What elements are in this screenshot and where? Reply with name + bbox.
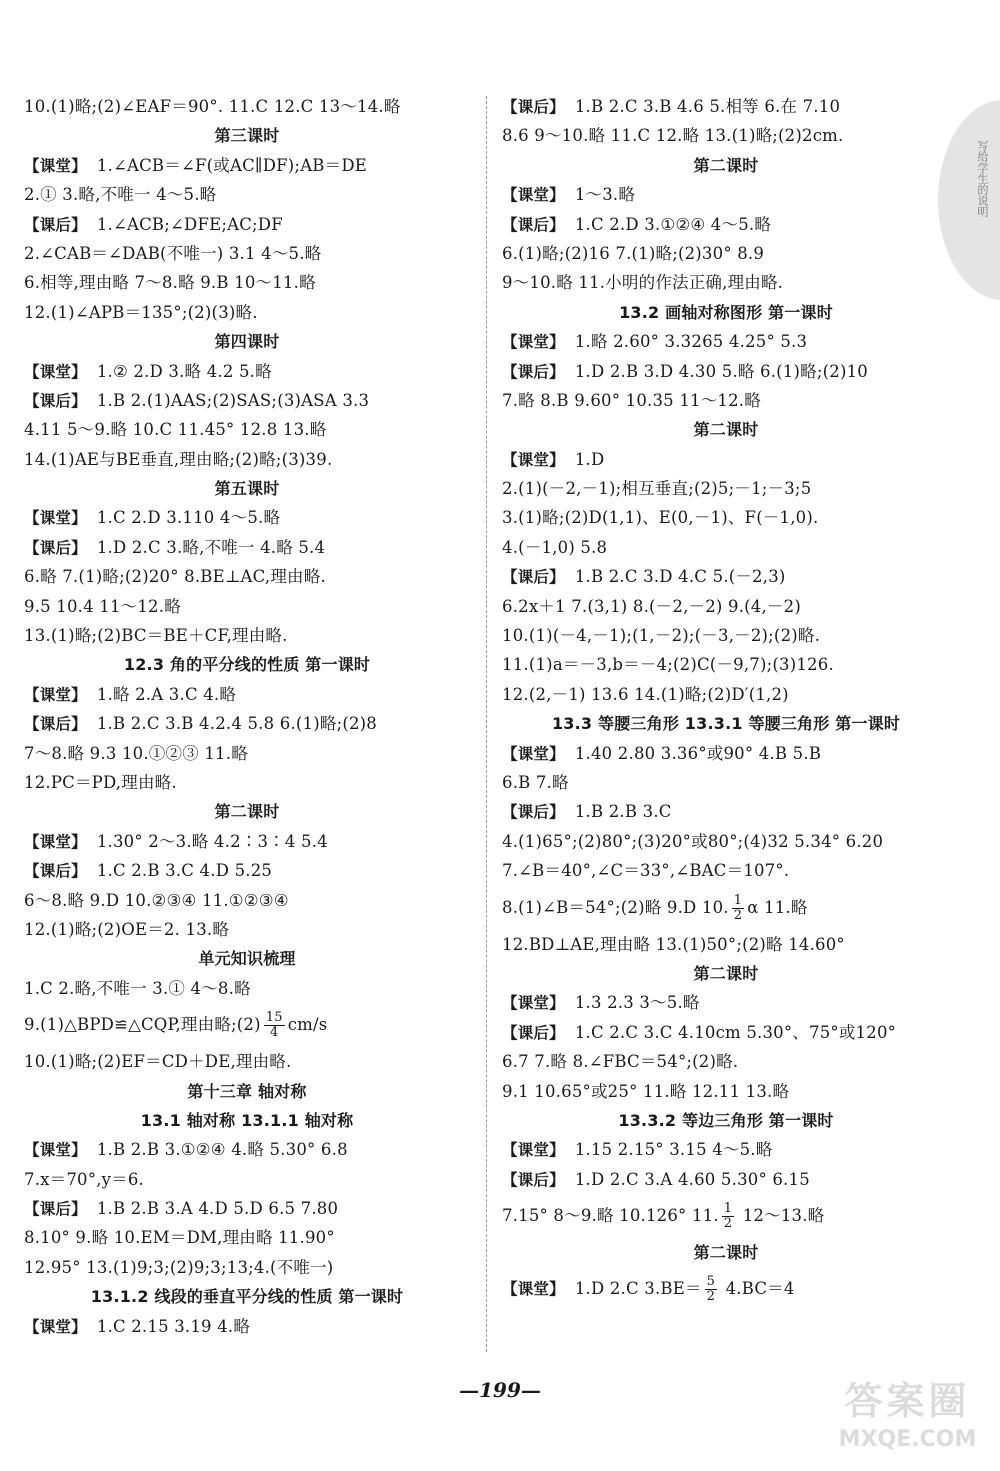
answer-line — [24, 239, 470, 268]
answer-text: 10.(1)略;(2)EF＝CD＋DE,理由略. — [24, 1052, 292, 1072]
answer-text: 7.15° 8～9.略 10.126° 11. — [502, 1206, 719, 1226]
answer-text: 1.D 2.C 3.略,不唯一 4.略 5.4 — [96, 537, 326, 557]
answer-text: 12.95° 13.(1)9;3;(2)9;3;13;4.(不唯一) — [24, 1257, 334, 1277]
answer-text-after: cm/s — [287, 1015, 328, 1035]
answer-text: 1.C 2.略,不唯一 3.① 4～8.略 — [24, 978, 251, 998]
answer-text-after: 4.BC＝4 — [720, 1279, 795, 1299]
answer-text: 12.(1)略;(2)OE＝2. 13.略 — [24, 919, 230, 939]
answer-line — [502, 121, 950, 150]
answer-text: 12.BD⊥AE,理由略 13.(1)50°;(2)略 14.60° — [502, 934, 845, 954]
answer-text: 1.C 2.B 3.C 4.D 5.25 — [96, 861, 273, 881]
answer-line — [24, 268, 470, 297]
answer-line — [24, 1253, 470, 1282]
answer-line — [24, 298, 470, 327]
section-tag: 【课堂】 — [502, 333, 565, 352]
answer-line — [502, 739, 950, 768]
answer-line — [502, 474, 950, 503]
answer-text: 第十三章 轴对称 — [187, 1081, 307, 1101]
fraction-numerator: 1 — [733, 892, 743, 908]
answer-line — [24, 680, 470, 709]
answer-line — [502, 357, 950, 386]
answer-text: 6.B 7.略 — [502, 772, 569, 792]
answer-text: 第二课时 — [693, 1243, 759, 1263]
answer-line — [24, 621, 470, 650]
answer-line — [24, 915, 470, 944]
fraction — [722, 1202, 734, 1231]
answer-text: 1.C 2.C 3.C 4.10cm 5.30°、75°或120° — [574, 1022, 897, 1042]
answer-text: 1.C 2.15 3.19 4.略 — [96, 1316, 251, 1336]
section-heading — [24, 944, 470, 973]
answer-text: 第二课时 — [693, 963, 759, 983]
section-heading — [24, 474, 470, 503]
answer-text: 11.(1)a＝－3,b＝－4;(2)C(－9,7);(3)126. — [502, 655, 834, 675]
section-tag: 【课后】 — [502, 568, 565, 587]
answer-line — [502, 1135, 950, 1164]
section-tag: 【课后】 — [24, 215, 87, 234]
answer-line — [24, 415, 470, 444]
answer-line — [24, 1047, 470, 1076]
answer-text: 1.B 2.C 3.D 4.C 5.(－2,3) — [574, 567, 786, 587]
answer-text: 1.B 2.C 3.B 4.2.4 5.8 6.(1)略;(2)8 — [96, 714, 378, 734]
answer-line — [24, 445, 470, 474]
section-tag: 【课后】 — [502, 1170, 565, 1189]
answer-line — [502, 680, 950, 709]
section-tag: 【课后】 — [502, 362, 565, 381]
answer-line — [24, 92, 470, 121]
watermark-text-cn: 答案圈 — [844, 1379, 971, 1423]
answer-line — [502, 562, 950, 591]
answer-column-left — [24, 92, 470, 1341]
section-tag: 【课堂】 — [24, 1317, 87, 1336]
answer-text: 4.(1)65°;(2)80°;(3)20°或80°;(4)32 5.34° 6.20 — [502, 831, 884, 851]
answer-text: 7.x＝70°,y＝6. — [24, 1169, 145, 1189]
section-tag: 【课后】 — [24, 391, 87, 410]
answer-text: 1.D — [574, 449, 605, 469]
answer-line — [502, 1194, 950, 1238]
section-tag: 【课后】 — [24, 715, 87, 734]
answer-text: 1.B 2.(1)AAS;(2)SAS;(3)ASA 3.3 — [96, 390, 370, 410]
answer-line — [502, 327, 950, 356]
section-heading — [502, 959, 950, 988]
section-tag: 【课后】 — [24, 1200, 87, 1219]
answer-text: 12.(2,－1) 13.6 14.(1)略;(2)D′(1,2) — [502, 684, 789, 704]
answer-text: 第三课时 — [214, 126, 280, 146]
section-tag: 【课后】 — [502, 1023, 565, 1042]
answer-text: 1.D 2.B 3.D 4.30 5.略 6.(1)略;(2)10 — [574, 361, 868, 381]
answer-text: 第五课时 — [214, 479, 280, 499]
answer-line — [24, 886, 470, 915]
section-tag: 【课后】 — [502, 215, 565, 234]
section-heading — [24, 1106, 470, 1135]
fraction-numerator: 5 — [706, 1274, 716, 1290]
section-heading — [24, 121, 470, 150]
answer-text: 8.10° 9.略 10.EM＝DM,理由略 11.90° — [24, 1228, 335, 1248]
section-tag: 【课堂】 — [24, 509, 87, 528]
answer-text: 3.(1)略;(2)D(1,1)、E(0,－1)、F(－1,0). — [502, 508, 819, 528]
answer-line — [502, 621, 950, 650]
answer-line — [502, 1077, 950, 1106]
answer-text: 9.(1)△BPD≌△CQP,理由略;(2) — [24, 1015, 261, 1035]
answer-text: 13.3 等腰三角形 13.3.1 等腰三角形 第一课时 — [551, 714, 901, 734]
answer-text: 7～8.略 9.3 10.①②③ 11.略 — [24, 743, 248, 763]
answer-line — [502, 930, 950, 959]
answer-line — [502, 180, 950, 209]
section-heading — [24, 797, 470, 826]
section-tag: 【课后】 — [502, 98, 565, 116]
answer-line — [502, 856, 950, 885]
section-heading — [502, 151, 950, 180]
answer-line — [24, 1003, 470, 1047]
answer-line — [502, 445, 950, 474]
section-tag: 【课堂】 — [24, 832, 87, 851]
fraction-denominator: 2 — [706, 1289, 716, 1305]
answer-line — [502, 886, 950, 930]
answer-text-after: 12～13.略 — [737, 1206, 825, 1226]
watermark-logo — [820, 1375, 995, 1465]
answer-text: 7.略 8.B 9.60° 10.35 11～12.略 — [502, 390, 761, 410]
answer-text: 13.1.2 线段的垂直平分线的性质 第一课时 — [90, 1287, 404, 1307]
answer-text: 1.B 2.C 3.B 4.6 5.相等 6.在 7.10 — [574, 97, 841, 116]
answer-text: 第二课时 — [214, 802, 280, 822]
answer-text: 2.(1)(－2,－1);相互垂直;(2)5;－1;－3;5 — [502, 479, 812, 499]
answer-text: 1.D 2.C 3.BE＝ — [574, 1279, 702, 1299]
answer-text: 1.B 2.B 3.C — [574, 802, 672, 822]
answer-line — [24, 386, 470, 415]
answer-column-right — [502, 92, 950, 1311]
answer-text: 9.5 10.4 11～12.略 — [24, 596, 181, 616]
answer-line — [502, 797, 950, 826]
answer-text: 1.略 2.A 3.C 4.略 — [96, 684, 237, 704]
answer-text: 12.3 角的平分线的性质 第一课时 — [123, 655, 371, 675]
section-heading — [24, 650, 470, 679]
answer-text: 10.(1)略;(2)∠EAF＝90°. 11.C 12.C 13～14.略 — [24, 97, 401, 116]
answer-line — [24, 1135, 470, 1164]
answer-text: 13.(1)略;(2)BC＝BE＋CF,理由略. — [24, 626, 288, 646]
answer-text: 1.C 2.D 3.①②④ 4～5.略 — [574, 214, 772, 234]
section-tag: 【课堂】 — [502, 186, 565, 205]
answer-text: 13.2 画轴对称图形 第一课时 — [619, 302, 833, 322]
fraction-numerator: 1 — [723, 1201, 733, 1217]
answer-line — [502, 210, 950, 239]
answer-text: 8.(1)∠B＝54°;(2)略 9.D 10. — [502, 897, 729, 917]
answer-text: 10.(1)(－4,－1);(1,－2);(－3,－2);(2)略. — [502, 626, 821, 646]
section-tag: 【课堂】 — [502, 1280, 565, 1299]
answer-line — [24, 533, 470, 562]
answer-text: 1.∠ACB＝∠F(或AC∥DF);AB＝DE — [96, 155, 368, 175]
answer-text-after: α 11.略 — [747, 897, 808, 917]
answer-text: 4.11 5～9.略 10.C 11.45° 12.8 13.略 — [24, 420, 327, 440]
answer-text: 13.3.2 等边三角形 第一课时 — [618, 1110, 834, 1130]
answer-text: 6.相等,理由略 7～8.略 9.B 10～11.略 — [24, 273, 316, 293]
answer-line — [24, 1165, 470, 1194]
answer-text: 1.D 2.C 3.A 4.60 5.30° 6.15 — [574, 1169, 810, 1189]
answer-text: 1.30° 2～3.略 4.2∶3∶4 5.4 — [96, 831, 328, 851]
answer-text: 1.∠ACB;∠DFE;AC;DF — [96, 214, 283, 234]
answer-text: 第二课时 — [693, 155, 759, 175]
answer-text: 1.15 2.15° 3.15 4～5.略 — [574, 1140, 773, 1160]
answer-line — [24, 503, 470, 532]
section-tag: 【课堂】 — [24, 685, 87, 704]
answer-line — [502, 239, 950, 268]
answer-text: 12.PC＝PD,理由略. — [24, 772, 177, 792]
section-heading — [24, 1077, 470, 1106]
answer-text: 第四课时 — [214, 332, 280, 352]
answer-text: 7.∠B＝40°,∠C＝33°,∠BAC＝107°. — [502, 861, 790, 881]
answer-line — [24, 592, 470, 621]
watermark-text-en: MXQE.COM — [838, 1427, 977, 1452]
answer-text: 1～3.略 — [574, 185, 636, 205]
seal-text: 写给学生的说明 — [976, 140, 989, 217]
answer-line — [24, 210, 470, 239]
section-tag: 【课堂】 — [24, 362, 87, 381]
section-tag: 【课堂】 — [502, 744, 565, 763]
page-number: —199— — [459, 1378, 541, 1402]
answer-text: 1.B 2.B 3.①②④ 4.略 5.30° 6.8 — [96, 1140, 348, 1160]
answer-text: 1.C 2.D 3.110 4～5.略 — [96, 508, 281, 528]
answer-text: 6.略 7.(1)略;(2)20° 8.BE⊥AC,理由略. — [24, 567, 326, 587]
section-tag: 【课后】 — [502, 803, 565, 822]
answer-line — [24, 709, 470, 738]
answer-line — [502, 650, 950, 679]
section-tag: 【课后】 — [24, 862, 87, 881]
answer-line — [502, 92, 950, 121]
answer-text: 9.1 10.65°或25° 11.略 12.11 13.略 — [502, 1081, 790, 1101]
section-heading — [24, 1282, 470, 1311]
section-heading — [502, 298, 950, 327]
answer-text: 6.7 7.略 8.∠FBC＝54°;(2)略. — [502, 1052, 739, 1072]
answer-text: 1.② 2.D 3.略 4.2 5.略 — [96, 361, 272, 381]
fraction — [705, 1275, 717, 1304]
answer-line — [502, 592, 950, 621]
answer-text: 2.① 3.略,不唯一 4～5.略 — [24, 185, 217, 205]
answer-line — [24, 180, 470, 209]
fraction-denominator: 2 — [733, 907, 743, 923]
section-heading — [502, 1238, 950, 1267]
section-tag: 【课堂】 — [24, 156, 87, 175]
answer-line — [24, 827, 470, 856]
answer-line — [502, 503, 950, 532]
fraction-denominator: 2 — [723, 1216, 733, 1232]
answer-line — [502, 768, 950, 797]
answer-text: 2.∠CAB＝∠DAB(不唯一) 3.1 4～5.略 — [24, 243, 322, 263]
answer-text: 1.40 2.80 3.36°或90° 4.B 5.B — [574, 743, 822, 763]
answer-text: 8.6 9～10.略 11.C 12.略 13.(1)略;(2)2cm. — [502, 126, 844, 146]
answer-text: 6.2x＋1 7.(3,1) 8.(－2,－2) 9.(4,－2) — [502, 596, 801, 616]
answer-line — [502, 386, 950, 415]
answer-line — [502, 1047, 950, 1076]
section-tag: 【课堂】 — [502, 450, 565, 469]
answer-text: 6～8.略 9.D 10.②③④ 11.①②③④ — [24, 890, 289, 910]
answer-line — [502, 1165, 950, 1194]
fraction-denominator: 4 — [270, 1025, 279, 1041]
answer-text: 单元知识梳理 — [198, 949, 296, 969]
answer-text: 第二课时 — [693, 420, 759, 440]
fraction — [264, 1011, 285, 1040]
section-heading — [502, 709, 950, 738]
section-tag: 【课堂】 — [502, 994, 565, 1013]
answer-text: 1.略 2.60° 3.3265 4.25° 5.3 — [574, 332, 808, 352]
section-tag: 【课堂】 — [502, 1141, 565, 1160]
answer-line — [24, 1312, 470, 1341]
answer-line — [24, 1194, 470, 1223]
answer-line — [24, 974, 470, 1003]
section-heading — [502, 1106, 950, 1135]
answer-text: 12.(1)∠APB＝135°;(2)(3)略. — [24, 302, 258, 322]
section-tag: 【课堂】 — [24, 1141, 87, 1160]
answer-line — [24, 856, 470, 885]
answer-text: 4.(－1,0) 5.8 — [502, 537, 608, 557]
answer-text: 9～10.略 11.小明的作法正确,理由略. — [502, 273, 784, 293]
answer-line — [502, 268, 950, 297]
answer-line — [24, 562, 470, 591]
answer-line — [502, 988, 950, 1017]
answer-line — [502, 827, 950, 856]
fraction — [732, 894, 744, 923]
section-heading — [24, 327, 470, 356]
answer-line — [502, 1267, 950, 1311]
answer-line — [24, 151, 470, 180]
answer-line — [24, 739, 470, 768]
fraction-numerator: 15 — [265, 1010, 283, 1026]
answer-line — [502, 1018, 950, 1047]
answer-line — [502, 533, 950, 562]
answer-line — [24, 768, 470, 797]
answer-line — [24, 357, 470, 386]
answer-text: 6.(1)略;(2)16 7.(1)略;(2)30° 8.9 — [502, 243, 765, 263]
section-tag: 【课后】 — [24, 538, 87, 557]
column-divider — [486, 96, 487, 1352]
answer-text: 14.(1)AE与BE垂直,理由略;(2)略;(3)39. — [24, 449, 333, 469]
answer-text: 1.B 2.B 3.A 4.D 5.D 6.5 7.80 — [96, 1199, 339, 1219]
section-heading — [502, 415, 950, 444]
answer-text: 1.3 2.3 3～5.略 — [574, 993, 700, 1013]
answer-line — [24, 1223, 470, 1252]
answer-text: 13.1 轴对称 13.1.1 轴对称 — [140, 1110, 354, 1130]
